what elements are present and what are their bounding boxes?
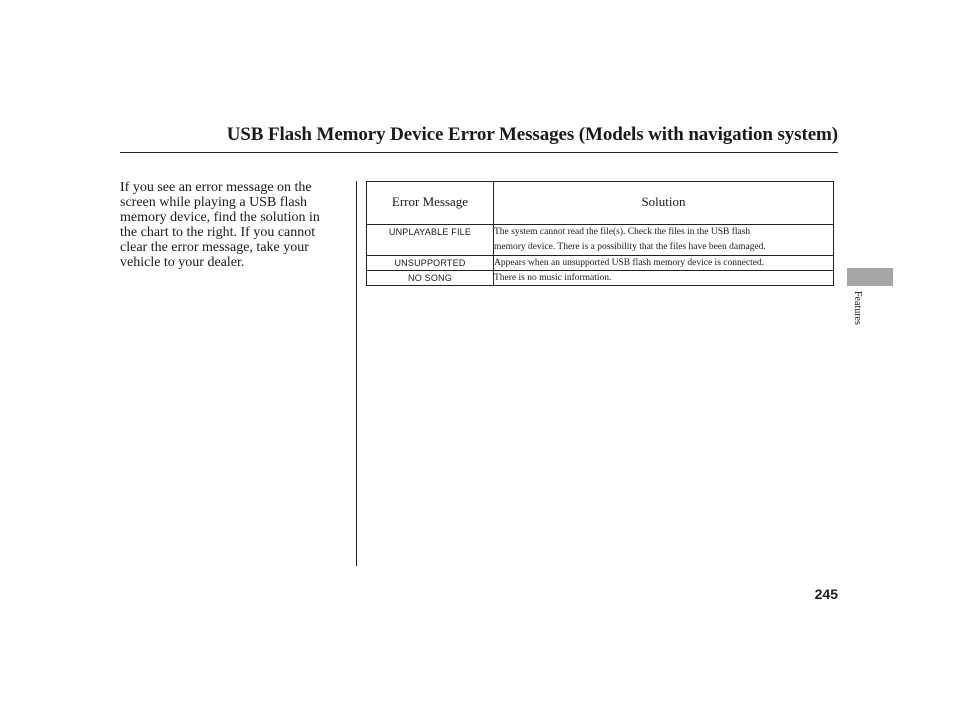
solution-line: There is no music information. (494, 273, 612, 283)
error-message-cell: NO SONG (367, 271, 494, 286)
table-row (367, 225, 834, 256)
solution-line: The system cannot read the file(s). Check the files in the USB flash (494, 227, 751, 237)
table-header-row (367, 182, 834, 225)
error-message-cell: UNSUPPORTED (367, 256, 494, 271)
page-number: 245 (814, 586, 838, 602)
table-row (367, 271, 834, 286)
column-divider (356, 181, 357, 566)
error-message-cell: UNPLAYABLE FILE (367, 225, 494, 256)
page-title: USB Flash Memory Device Error Messages (Models with navigation system) (226, 124, 838, 145)
intro-line: memory device, find the solution in (120, 210, 320, 225)
intro-line: If you see an error message on the (120, 180, 312, 195)
column-header-solution: Solution (494, 182, 834, 225)
column-header-error-message: Error Message (367, 182, 494, 225)
solution-cell (494, 271, 834, 286)
solution-cell (494, 256, 834, 271)
title-rule (120, 152, 838, 153)
solution-line: Appears when an unsupported USB flash memory device is connected. (494, 258, 765, 268)
intro-paragraph (120, 180, 342, 270)
error-message-table (366, 181, 834, 286)
solution-line: memory device. There is a possibility that the files have been damaged. (494, 242, 766, 252)
table-row (367, 256, 834, 271)
intro-line: clear the error message, take your (120, 240, 309, 255)
section-label: Features (852, 291, 863, 325)
section-tab-marker (847, 268, 893, 286)
solution-cell (494, 225, 834, 256)
intro-line: screen while playing a USB flash (120, 195, 308, 210)
intro-line: vehicle to your dealer. (120, 255, 245, 270)
intro-line: the chart to the right. If you cannot (120, 225, 316, 240)
